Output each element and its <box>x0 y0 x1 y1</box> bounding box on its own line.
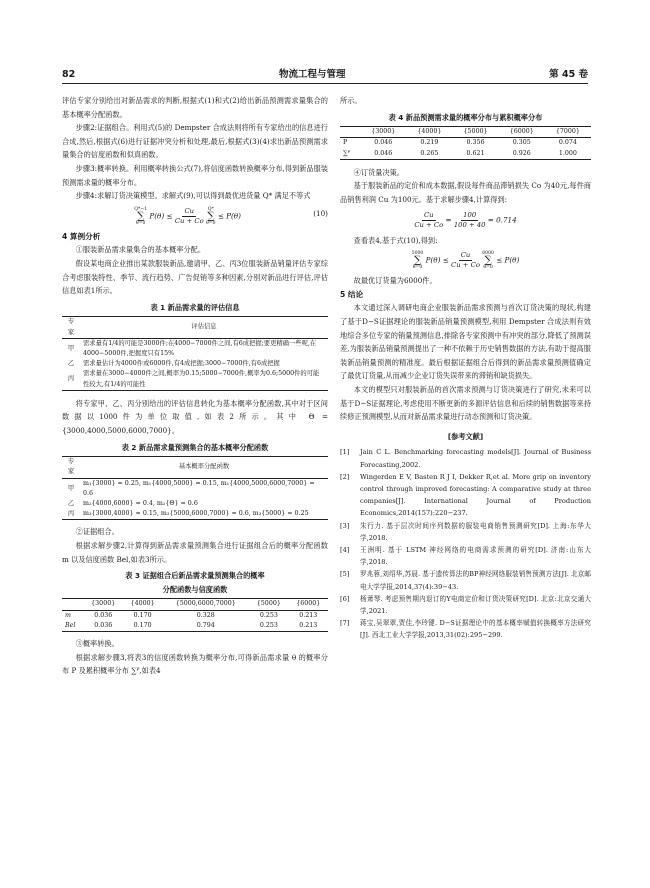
summation: Q* ∑ θ=0 <box>206 206 216 226</box>
journal-name: 物流工程与管理 <box>278 69 346 80</box>
paragraph: 本文通过深入调研电商企业服装新品需求预测与首次订货决策的现状,构建了基于D−S证据理论的服装新品销量预测模型,利用 Dempster 合成法则有效地综合多位专家的销量预测信息,排除各专家预测中有冲突的部分,降低了预测误差,为服装新品销量预测提出了一种不依赖于历史销售数据的方法,有助于提高服装新品销量预测的精准度。最后根据证据组合后得到的新品需求量预测值确定了最优订货量,从而减少企业订货失误带来的滞销和缺货损失。 <box>340 303 591 381</box>
paragraph: 查看表4,基于式(10),得到: <box>353 235 438 245</box>
running-header <box>62 62 588 80</box>
reference-item: [5] 罗兆蓉,刘绍华,苏晨. 基于遗传算法的BP神经网络服装销售预测方法[J]. 北京邮电大学学报,2014,37(4):39−43. <box>340 570 591 591</box>
table-row: Bel 0.036 0.170 0.794 0.253 0.213 <box>65 621 318 629</box>
paragraph: 所示。 <box>340 96 362 105</box>
table-3: {3000} {4000} {5000,6000,7000} {5000} {6000} m 0.036 0.170 0.328 0.253 0.213 Bel 0.036 0.170 0.794 0.253 0.213 <box>62 598 328 632</box>
table-3-caption: 表 3 证据组合后新品需求量预测集合的概率 分配函数与信度函数 <box>125 571 265 594</box>
fraction: $\frac{100}{100 + 40}$ <box>453 210 486 229</box>
table-row: 丙 需求量在3000−4000件之间,概率为0.15;5000−7000件,概率为0.6;5000件的可能性较大,有1/4的可能性 <box>67 370 320 388</box>
paragraph: ①服装新品需求量集合的基本概率分配。 <box>75 245 206 255</box>
header-rule <box>62 83 588 84</box>
references-heading: [参考文献] <box>447 431 484 441</box>
table-2-caption: 表 2 新品需求量预测集合的基本概率分配函数 <box>121 442 269 452</box>
paragraph: ②证据组合。 <box>75 527 119 537</box>
paragraph: 步骤4:求解订货决策模型。求解式(9),可以得到最优进货量 Q* 满足不等式 <box>75 191 311 201</box>
table-4: {3000} {4000} {5000} {6000} {7000} P 0.046 0.219 0.356 0.305 0.074 ∑ᴾ 0.046 0.265 0.621 0.926 1.000 <box>340 126 591 160</box>
reference-item: [4] 王洲明. 基于 LSTM 神经网络的电商需求预测的研究[D]. 济南:山东大学,2018. <box>340 545 591 567</box>
table-row: ∑ᴾ 0.046 0.265 0.621 0.926 1.000 <box>343 149 577 157</box>
left-column <box>62 94 328 678</box>
table-2: 专家 基本概率分配函数 甲 m₁{3000} = 0.25, m₁{4000,5000} = 0.15, m₁{4000,5000,6000,7000} = 0.6 乙 m₂{4000,6000} = 0.4, m₂{Θ} = 0.6 丙 m₃{3000,4000} = 0.15, m₃{5000,6000,7000} = 0.6, m₃{5000} = 0.25 <box>62 456 328 520</box>
equation-10: Q*−1 ∑ θ=0 P(θ) ≤ $\frac{Cu}{Cu + Co}$ Q* ∑ θ=0 ≤ P(θ) (10) <box>134 206 328 226</box>
summation: 5000 ∑ θ=0 <box>411 251 424 271</box>
paragraph: 将专家甲、乙、丙分别给出的评估信息转化为基本概率分配函数,其中对于区间数据以1000件为单位取值,如表2所示。其中 Θ = {3000,4000,5000,6000,7000}。 <box>62 398 328 435</box>
equation-inequality: 5000 ∑ θ=0 P(θ) ≤ $\frac{Cu}{Cu + Co}$ 6000 ∑ θ=0 ≤ P(θ) <box>411 251 520 271</box>
paragraph: 根据求解步骤2,计算得到新品需求量预测集合进行证据组合后的概率分配函数 m 以及信度函数 Bel,如表3所示。 <box>62 540 328 564</box>
reference-item: [1] Jain C L. Benchmarking forecasting models[J]. Journal of Business Forecasting,2002. <box>340 448 591 469</box>
table-row: 甲 m₁{3000} = 0.25, m₁{4000,5000} = 0.15, m₁{4000,5000,6000,7000} = 0.6 <box>67 479 315 497</box>
section-heading: 4 算例分析 <box>62 231 101 241</box>
paragraph: 根据求解步骤3,将表3的信度函数转换为概率分布,可得新品需求量 θ 的概率分布 P 及累积概率分布 ∑ᴾ,如表4 <box>62 652 328 676</box>
table-row: 丙 m₃{3000,4000} = 0.15, m₃{5000,6000,7000} = 0.6, m₃{5000} = 0.25 <box>67 510 309 518</box>
reference-item: [2] Wingerden E V, Basten R J I, Dekker R,et al. More grip on inventory control through improved forecasting: A comparative study at three companies[J]. International Journal of Production Economics,2014(157):220−237. <box>340 472 591 518</box>
right-column <box>340 94 591 642</box>
paragraph: ④订货量决策。 <box>353 167 404 177</box>
paragraph: 基于服装新品的定价和成本数据,假设每件商品滞销损失 Co 为40元,每件商品销售利润 Cu 为100元。基于求解步骤4,计算得到: <box>340 181 591 204</box>
fraction: $\frac{Cu}{Cu + Co}$ <box>414 210 444 229</box>
reference-item: [3] 朱行力. 基于层次时间序列数据的服装电商销售预测研究[D]. 上海:东华大学,2018. <box>340 521 591 542</box>
paragraph: ③概率转换。 <box>75 638 119 648</box>
table-1-caption: 表 1 新品需求量的评估信息 <box>150 302 240 312</box>
table-1: 专家 评估信息 甲 需求量有1/4的可能是3000件;在4000−7000件之间,有6成把握;要更精确一些呢,在4000−5000件,把握度只有15% 乙 需求量估计为4000件或6000件,有4成把握;3000−7000件,有6成把握 丙 需求量在3000−4000件之间,概率为0.15;5000−7000件,概率为0.6;5000件的可能性较大,有1/4的可能性 <box>62 316 328 390</box>
equation-cu-ratio: $\frac{Cu}{Cu + Co}$ = $\frac{100}{100 + 40}$ = 0.714 <box>414 210 517 229</box>
summation: Q*−1 ∑ θ=0 <box>134 206 148 226</box>
section-heading: 5 结论 <box>340 289 364 299</box>
reference-item: [6] 杨萧琴. 考虑预售期内退订的Y电商定价和订货决策研究[D]. 北京:北京交通大学,2021. <box>340 594 591 615</box>
paragraph: 步骤2:证据组合。利用式(5)的 Dempster 合成法则将所有专家给出的信息进行合成,然后,根据式(6)进行证据冲突分析和处理,最后,根据式(3)(4)求出新品预测需求量集合的信度函数和似真函数。 <box>62 123 328 160</box>
paragraph: 故最优订货量为6000件。 <box>353 276 437 286</box>
table-row: m 0.036 0.170 0.328 0.253 0.213 <box>65 611 318 619</box>
equation-number: (10) <box>313 208 328 218</box>
paragraph: 评估专家分别给出对新品需求的判断,根据式(1)和式(2)给出新品预测需求量集合的基本概率分配函数。 <box>62 96 328 119</box>
table-4-caption: 表 4 新品预测需求量的概率分布与累积概率分布 <box>388 112 543 122</box>
paragraph: 本文的模型只对服装新品的首次需求预测与订货决策进行了研究,未来可以基于D−S证据理论,考虑使用不断更新的多源评估信息和后续的销售数据等来持续修正预测模型,从而对新品需求量进行动态预测和订货决策。 <box>340 384 591 422</box>
table-row: P 0.046 0.219 0.356 0.305 0.074 <box>343 139 577 147</box>
summation: 6000 ∑ θ=0 <box>482 251 494 271</box>
table-row: 乙 需求量估计为4000件或6000件,有4成把握;3000−7000件,有6成把握 <box>67 360 280 368</box>
fraction: $\frac{Cu}{Cu + Co}$ <box>174 206 204 225</box>
table-row: 乙 m₂{4000,6000} = 0.4, m₂{Θ} = 0.6 <box>67 499 198 507</box>
table-row: 甲 需求量有1/4的可能是3000件;在4000−7000件之间,有6成把握;要更精确一些呢,在4000−5000件,把握度只有15% <box>67 339 317 357</box>
references-list <box>340 446 591 641</box>
volume-label: 第 45 卷 <box>549 69 588 80</box>
paragraph: 假设某电商企业推出某款服装新品,邀请甲、乙、丙3位服装新品销量评估专家综合考虑服装特性、季节、流行趋势、广告促销等多种因素,分别对新品进行评估,评估信息如表1所示。 <box>62 258 328 296</box>
paragraph: 步骤3:概率转换。利用概率转换公式(7),将信度函数转换概率分布,得到新品服装预测需求量的概率分布。 <box>62 163 328 187</box>
reference-item: [7] 蒋宝,吴翠翠,贾佳,李玲键. D−S证据理论中的基本概率赋值转换概率方法研究[J]. 西北工业大学学报,2013,31(02):295−299. <box>340 619 591 640</box>
fraction: $\frac{Cu}{Cu + Co}$ <box>451 251 480 270</box>
page-number: 82 <box>62 69 76 80</box>
